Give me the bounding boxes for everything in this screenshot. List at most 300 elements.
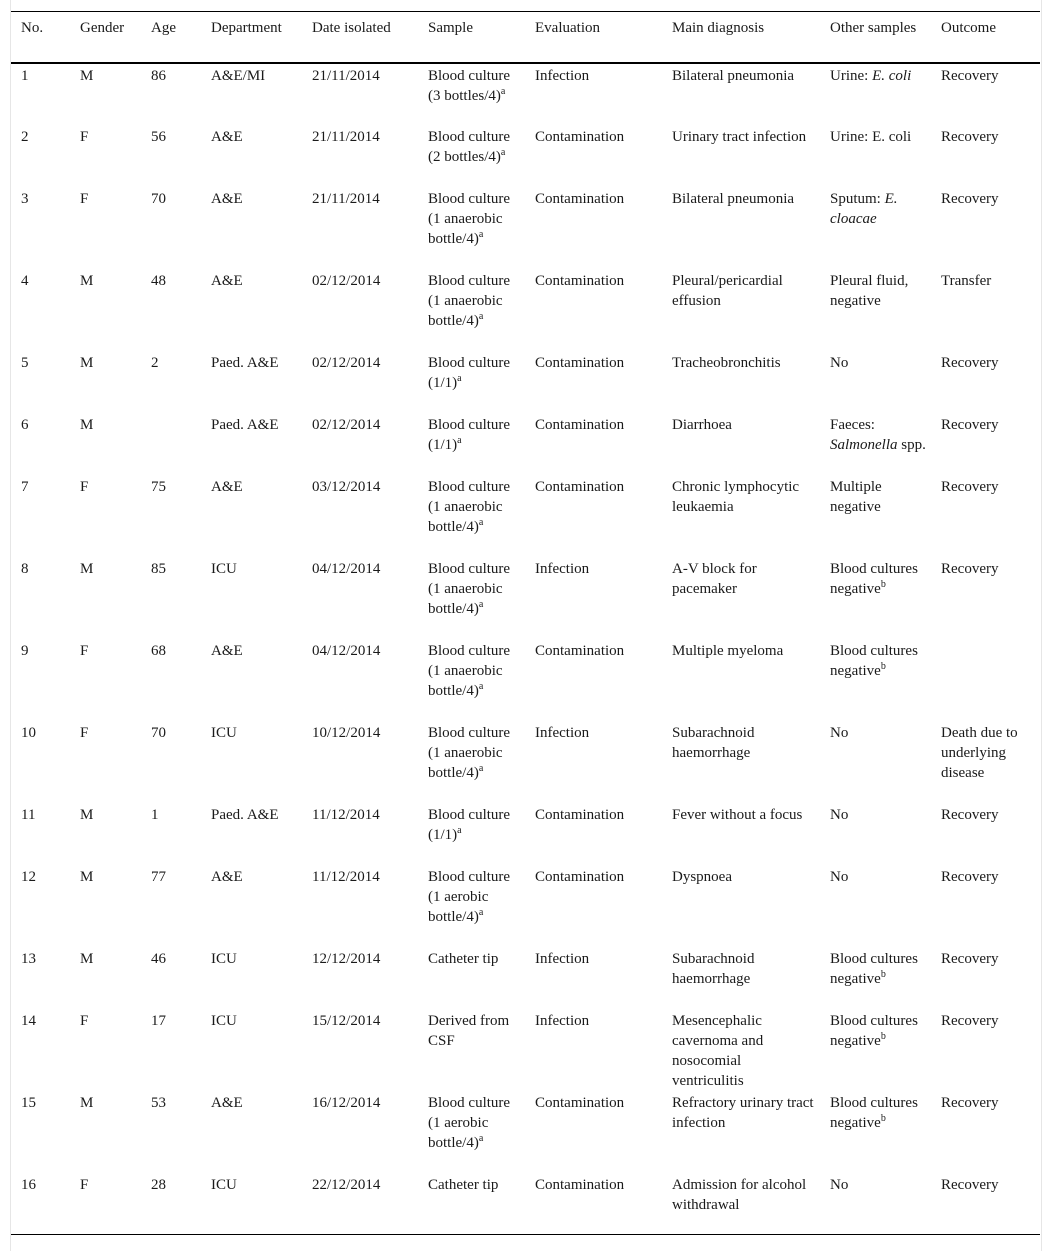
cell-text-date: 02/12/2014	[312, 272, 381, 289]
header-main-diagnosis: Main diagnosis	[672, 20, 765, 36]
cell-text-eval: Contamination	[535, 190, 625, 207]
header-date-isolated: Date isolated	[312, 20, 391, 36]
cell-date-isolated	[302, 1091, 418, 1173]
cell-gender	[70, 1009, 141, 1091]
table-row	[11, 865, 1040, 947]
cell-text-other-pre: Blood cultures negative	[830, 1012, 918, 1049]
cell-text-age: 77	[151, 868, 166, 885]
cell-text-eval: Contamination	[535, 642, 625, 659]
cell-text-no: 3	[21, 190, 29, 207]
cell-text-no: 9	[21, 642, 29, 659]
cell-text-gender: F	[80, 642, 89, 659]
cell-no	[11, 351, 70, 413]
footnote-marker: b	[880, 1112, 886, 1124]
cell-gender	[70, 63, 141, 125]
footnote-marker: a	[500, 146, 506, 158]
cell-no	[11, 947, 70, 1009]
cell-age	[141, 269, 201, 351]
cell-evaluation	[525, 947, 662, 1009]
cell-text-gender: M	[80, 950, 94, 967]
cell-gender	[70, 865, 141, 947]
cell-text-eval: Infection	[535, 724, 590, 741]
cell-text-outcome: Death due to underlying disease	[941, 724, 1018, 781]
cell-text-date: 10/12/2014	[312, 724, 381, 741]
cell-text-diagnosis: Refractory urinary tract infection	[672, 1094, 814, 1131]
cell-text-date: 02/12/2014	[312, 416, 381, 433]
cell-text-eval: Contamination	[535, 478, 625, 495]
cell-department	[201, 125, 302, 187]
cell-text-sample: Blood culture (1/1)	[428, 806, 511, 843]
footnote-marker: a	[500, 85, 506, 97]
footnote-marker: a	[478, 762, 484, 774]
cell-date-isolated	[302, 1009, 418, 1091]
cell-text-sample: Blood culture (1 anaerobic bottle/4)	[428, 190, 511, 247]
cell-text-date: 21/11/2014	[312, 67, 380, 84]
cell-text-date: 11/12/2014	[312, 868, 380, 885]
header-evaluation: Evaluation	[535, 20, 600, 36]
cell-age	[141, 639, 201, 721]
cell-text-sample: Catheter tip	[428, 1176, 499, 1193]
cell-text-diagnosis: Urinary tract infection	[672, 128, 807, 145]
cell-sample	[418, 351, 525, 413]
cell-text-outcome: Recovery	[941, 1012, 999, 1029]
cell-text-eval: Contamination	[535, 806, 625, 823]
cell-outcome	[931, 947, 1040, 1009]
cell-text-date: 15/12/2014	[312, 1012, 381, 1029]
cell-text-eval: Infection	[535, 950, 590, 967]
cell-text-gender: M	[80, 272, 94, 289]
cell-text-no: 15	[21, 1094, 36, 1111]
cell-text-dept: ICU	[211, 950, 237, 967]
cell-text-diagnosis: Admission for alcohol withdrawal	[672, 1176, 807, 1213]
cell-gender	[70, 639, 141, 721]
cell-sample	[418, 1173, 525, 1235]
table-row	[11, 1009, 1040, 1091]
cell-age	[141, 721, 201, 803]
cell-department	[201, 413, 302, 475]
cell-outcome	[931, 557, 1040, 639]
cell-main-diagnosis	[662, 187, 820, 269]
cell-text-dept: Paed. A&E	[211, 806, 279, 823]
cell-sample	[418, 639, 525, 721]
cell-evaluation	[525, 639, 662, 721]
table-row	[11, 947, 1040, 1009]
cell-no	[11, 721, 70, 803]
cell-text-no: 12	[21, 868, 36, 885]
cell-main-diagnosis	[662, 721, 820, 803]
cell-age	[141, 187, 201, 269]
cell-sample	[418, 1009, 525, 1091]
cell-no	[11, 269, 70, 351]
cell-text-gender: M	[80, 416, 94, 433]
cell-text-age: 46	[151, 950, 166, 967]
cell-sample	[418, 269, 525, 351]
cell-evaluation	[525, 63, 662, 125]
cell-outcome	[931, 1091, 1040, 1173]
cell-main-diagnosis	[662, 351, 820, 413]
cell-text-diagnosis: Subarachnoid haemorrhage	[672, 950, 755, 987]
cell-text-age: 1	[151, 806, 159, 823]
cell-gender	[70, 1173, 141, 1235]
cell-gender	[70, 721, 141, 803]
header-gender: Gender	[80, 20, 125, 36]
cell-no	[11, 187, 70, 269]
cell-text-date: 04/12/2014	[312, 560, 381, 577]
table-body	[11, 63, 1040, 1235]
cell-text-no: 10	[21, 724, 36, 741]
cell-main-diagnosis	[662, 865, 820, 947]
cell-text-gender: M	[80, 67, 94, 84]
cell-evaluation	[525, 865, 662, 947]
cell-sample	[418, 721, 525, 803]
cell-sample	[418, 413, 525, 475]
cell-no	[11, 865, 70, 947]
cell-text-sample: Blood culture (1/1)	[428, 416, 511, 453]
cell-other-samples	[820, 947, 931, 1009]
cell-main-diagnosis	[662, 947, 820, 1009]
cell-no	[11, 557, 70, 639]
cell-evaluation	[525, 803, 662, 865]
cell-text-other-pre: No	[830, 1176, 849, 1193]
cell-text-age: 53	[151, 1094, 166, 1111]
cell-gender	[70, 947, 141, 1009]
cell-text-dept: ICU	[211, 560, 237, 577]
cell-no	[11, 803, 70, 865]
cell-age	[141, 557, 201, 639]
cell-text-diagnosis: Tracheobronchitis	[672, 354, 781, 371]
cell-text-sample: Blood culture (1 anaerobic bottle/4)	[428, 642, 511, 699]
cell-date-isolated	[302, 125, 418, 187]
cell-department	[201, 351, 302, 413]
cell-text-age: 56	[151, 128, 166, 145]
cell-text-other-pre: Blood cultures negative	[830, 642, 918, 679]
cell-text-sample: Blood culture (1/1)	[428, 354, 511, 391]
cell-text-dept: ICU	[211, 724, 237, 741]
cell-text-no: 11	[21, 806, 36, 823]
cell-text-diagnosis: Mesencephalic cavernoma and nosocomial ventriculitis	[672, 1012, 764, 1089]
cell-text-outcome: Recovery	[941, 67, 999, 84]
cell-text-outcome: Recovery	[941, 806, 999, 823]
cell-evaluation	[525, 1091, 662, 1173]
cell-main-diagnosis	[662, 413, 820, 475]
cell-outcome	[931, 721, 1040, 803]
cell-text-eval: Contamination	[535, 128, 625, 145]
cell-other-samples	[820, 639, 931, 721]
cell-text-eval: Contamination	[535, 416, 625, 433]
cell-text-outcome: Recovery	[941, 416, 999, 433]
table-row	[11, 125, 1040, 187]
cell-gender	[70, 269, 141, 351]
cell-text-age: 70	[151, 190, 166, 207]
cell-text-outcome: Recovery	[941, 478, 999, 495]
cell-text-no: 8	[21, 560, 29, 577]
cell-text-other-pre: Multiple negative	[830, 478, 882, 515]
cell-no	[11, 1009, 70, 1091]
cell-text-sample: Blood culture (1 aerobic bottle/4)	[428, 868, 511, 925]
cell-text-age: 28	[151, 1176, 166, 1193]
cell-sample	[418, 865, 525, 947]
cell-text-sample: Catheter tip	[428, 950, 499, 967]
cell-sample	[418, 803, 525, 865]
cell-gender	[70, 125, 141, 187]
cell-text-dept: A&E	[211, 128, 243, 145]
header-other-samples: Other samples	[830, 20, 917, 36]
cell-text-eval: Contamination	[535, 868, 625, 885]
cell-text-outcome: Recovery	[941, 950, 999, 967]
cell-text-no: 1	[21, 67, 29, 84]
cell-text-dept: Paed. A&E	[211, 416, 279, 433]
table-row	[11, 803, 1040, 865]
cell-gender	[70, 475, 141, 557]
cell-age	[141, 125, 201, 187]
cell-department	[201, 187, 302, 269]
cell-department	[201, 1009, 302, 1091]
cell-date-isolated	[302, 413, 418, 475]
cell-text-age: 2	[151, 354, 159, 371]
table-header-row	[11, 12, 1040, 63]
cell-date-isolated	[302, 639, 418, 721]
cell-text-sample: Blood culture (1 aerobic bottle/4)	[428, 1094, 511, 1151]
cell-date-isolated	[302, 865, 418, 947]
cell-text-date: 11/12/2014	[312, 806, 380, 823]
cell-other-samples	[820, 475, 931, 557]
cell-text-diagnosis: Subarachnoid haemorrhage	[672, 724, 755, 761]
cell-outcome	[931, 865, 1040, 947]
footnote-marker: a	[478, 680, 484, 692]
cell-other-samples	[820, 1091, 931, 1173]
cell-no	[11, 413, 70, 475]
cell-text-gender: F	[80, 1012, 89, 1029]
cell-text-dept: ICU	[211, 1012, 237, 1029]
cell-department	[201, 639, 302, 721]
footnote-marker: a	[478, 310, 484, 322]
cell-gender	[70, 413, 141, 475]
cell-text-gender: F	[80, 724, 89, 741]
cell-no	[11, 475, 70, 557]
cell-other-samples	[820, 269, 931, 351]
cell-text-sample: Blood culture (1 anaerobic bottle/4)	[428, 272, 511, 329]
patient-isolates-table	[11, 11, 1040, 1235]
table-row	[11, 63, 1040, 125]
cell-text-other-pre: Blood cultures negative	[830, 950, 918, 987]
cell-department	[201, 803, 302, 865]
cell-no	[11, 639, 70, 721]
cell-main-diagnosis	[662, 803, 820, 865]
cell-text-gender: F	[80, 478, 89, 495]
cell-date-isolated	[302, 947, 418, 1009]
cell-text-gender: F	[80, 128, 89, 145]
cell-other-samples	[820, 125, 931, 187]
cell-main-diagnosis	[662, 63, 820, 125]
cell-outcome	[931, 351, 1040, 413]
cell-other-samples	[820, 413, 931, 475]
footnote-marker: a	[478, 906, 484, 918]
cell-outcome	[931, 269, 1040, 351]
cell-text-date: 21/11/2014	[312, 190, 380, 207]
cell-text-age: 68	[151, 642, 166, 659]
cell-text-no: 14	[21, 1012, 36, 1029]
cell-no	[11, 1091, 70, 1173]
cell-age	[141, 803, 201, 865]
cell-text-outcome: Recovery	[941, 868, 999, 885]
cell-age	[141, 475, 201, 557]
header-age: Age	[151, 20, 176, 36]
cell-sample	[418, 125, 525, 187]
cell-text-gender: M	[80, 868, 94, 885]
cell-evaluation	[525, 351, 662, 413]
cell-text-age: 17	[151, 1012, 166, 1029]
cell-evaluation	[525, 269, 662, 351]
cell-main-diagnosis	[662, 1009, 820, 1091]
cell-text-dept: Paed. A&E	[211, 354, 279, 371]
cell-text-other-pre: Urine: E. coli	[830, 128, 912, 145]
cell-text-eval: Contamination	[535, 1176, 625, 1193]
cell-evaluation	[525, 413, 662, 475]
cell-outcome	[931, 803, 1040, 865]
cell-department	[201, 475, 302, 557]
cell-gender	[70, 803, 141, 865]
cell-text-sample: Blood culture (1 anaerobic bottle/4)	[428, 724, 511, 781]
cell-other-samples	[820, 351, 931, 413]
header-sample: Sample	[428, 20, 473, 36]
cell-text-gender: M	[80, 354, 94, 371]
cell-outcome	[931, 187, 1040, 269]
footnote-marker: a	[478, 228, 484, 240]
cell-text-date: 21/11/2014	[312, 128, 380, 145]
header-department: Department	[211, 20, 282, 36]
cell-text-other-pre: No	[830, 354, 849, 371]
cell-other-samples	[820, 803, 931, 865]
cell-outcome	[931, 63, 1040, 125]
cell-no	[11, 125, 70, 187]
cell-text-dept: A&E	[211, 642, 243, 659]
cell-no	[11, 63, 70, 125]
cell-text-other-pre: Pleural fluid, negative	[830, 272, 909, 309]
cell-main-diagnosis	[662, 1173, 820, 1235]
cell-text-eval: Infection	[535, 1012, 590, 1029]
cell-gender	[70, 351, 141, 413]
cell-department	[201, 269, 302, 351]
cell-other-samples	[820, 865, 931, 947]
cell-text-dept: A&E	[211, 1094, 243, 1111]
cell-evaluation	[525, 187, 662, 269]
cell-text-no: 7	[21, 478, 29, 495]
cell-main-diagnosis	[662, 557, 820, 639]
cell-text-gender: M	[80, 1094, 94, 1111]
cell-text-other-pre: No	[830, 868, 849, 885]
cell-date-isolated	[302, 63, 418, 125]
cell-outcome	[931, 1173, 1040, 1235]
table-row	[11, 557, 1040, 639]
cell-text-gender: M	[80, 806, 94, 823]
cell-department	[201, 63, 302, 125]
cell-evaluation	[525, 1173, 662, 1235]
cell-main-diagnosis	[662, 269, 820, 351]
cell-text-eval: Contamination	[535, 354, 625, 371]
cell-text-other-post: spp.	[897, 436, 926, 453]
cell-text-dept: ICU	[211, 1176, 237, 1193]
cell-text-eval: Contamination	[535, 1094, 625, 1111]
cell-text-diagnosis: Chronic lymphocytic leukaemia	[672, 478, 800, 515]
cell-evaluation	[525, 125, 662, 187]
cell-text-dept: A&E	[211, 190, 243, 207]
cell-text-other-pre: Blood cultures negative	[830, 560, 918, 597]
cell-age	[141, 63, 201, 125]
cell-main-diagnosis	[662, 125, 820, 187]
table-row	[11, 1091, 1040, 1173]
cell-text-dept: A&E/MI	[211, 67, 266, 84]
cell-text-no: 16	[21, 1176, 36, 1193]
cell-sample	[418, 63, 525, 125]
cell-text-sample: Blood culture (3 bottles/4)	[428, 67, 511, 104]
cell-department	[201, 865, 302, 947]
cell-sample	[418, 1091, 525, 1173]
cell-text-sample: Blood culture (2 bottles/4)	[428, 128, 511, 165]
cell-other-samples	[820, 1173, 931, 1235]
table-row	[11, 639, 1040, 721]
cell-sample	[418, 475, 525, 557]
cell-main-diagnosis	[662, 475, 820, 557]
cell-date-isolated	[302, 803, 418, 865]
cell-other-samples	[820, 1009, 931, 1091]
cell-age	[141, 1009, 201, 1091]
cell-other-samples	[820, 63, 931, 125]
cell-text-outcome: Transfer	[941, 272, 992, 289]
cell-evaluation	[525, 721, 662, 803]
cell-text-gender: F	[80, 190, 89, 207]
cell-department	[201, 721, 302, 803]
cell-text-gender: F	[80, 1176, 89, 1193]
cell-other-samples	[820, 721, 931, 803]
cell-date-isolated	[302, 721, 418, 803]
cell-text-no: 13	[21, 950, 36, 967]
cell-text-diagnosis: Dyspnoea	[672, 868, 732, 885]
cell-age	[141, 413, 201, 475]
cell-text-no: 5	[21, 354, 29, 371]
cell-text-eval: Contamination	[535, 272, 625, 289]
cell-text-other-pre: No	[830, 806, 849, 823]
cell-text-eval: Infection	[535, 560, 590, 577]
cell-gender	[70, 187, 141, 269]
cell-text-diagnosis: Fever without a focus	[672, 806, 803, 823]
cell-text-outcome: Recovery	[941, 1176, 999, 1193]
cell-sample	[418, 947, 525, 1009]
cell-text-age: 70	[151, 724, 166, 741]
cell-sample	[418, 557, 525, 639]
cell-text-outcome: Recovery	[941, 1094, 999, 1111]
cell-text-dept: A&E	[211, 272, 243, 289]
cell-evaluation	[525, 475, 662, 557]
cell-text-age: 48	[151, 272, 166, 289]
footnote-marker: a	[457, 372, 462, 384]
cell-text-outcome: Recovery	[941, 128, 999, 145]
cell-text-sample: Blood culture (1 anaerobic bottle/4)	[428, 478, 511, 535]
cell-age	[141, 947, 201, 1009]
cell-text-other-pre: Faeces:	[830, 416, 875, 433]
cell-date-isolated	[302, 187, 418, 269]
cell-text-dept: A&E	[211, 868, 243, 885]
cell-text-sample: Blood culture (1 anaerobic bottle/4)	[428, 560, 511, 617]
footnote-marker: b	[880, 1030, 886, 1042]
cell-text-age: 86	[151, 67, 166, 84]
cell-text-diagnosis: A-V block for pacemaker	[672, 560, 757, 597]
cell-date-isolated	[302, 269, 418, 351]
footnote-marker: a	[457, 824, 462, 836]
cell-date-isolated	[302, 1173, 418, 1235]
cell-main-diagnosis	[662, 1091, 820, 1173]
cell-no	[11, 1173, 70, 1235]
cell-text-diagnosis: Multiple myeloma	[672, 642, 784, 659]
